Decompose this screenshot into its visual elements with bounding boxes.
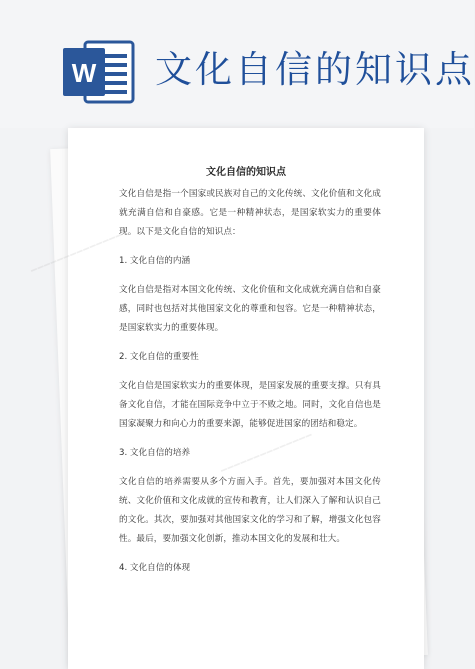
header-banner	[0, 0, 474, 128]
page-title: 文化自信的知识点	[155, 48, 475, 91]
paragraph: 文化自信是指对本国文化传统、文化价值和文化成就充满自信和自豪感，同时也包括对其他国家文化的尊重和包容。它是一种精神状态，是国家软实力的重要体现。	[119, 285, 381, 333]
document-title: 文化自信的知识点	[206, 167, 286, 178]
watermark: ━━━━━━━━━━━━━━	[29, 229, 125, 278]
section-heading: 4. 文化自信的体现	[119, 563, 191, 573]
document-page	[29, 128, 424, 669]
section-heading: 3. 文化自信的培养	[119, 448, 191, 458]
watermark: ━━━━━━━━━━━━━━	[219, 429, 315, 478]
section-heading: 1. 文化自信的内涵	[119, 256, 191, 266]
word-icon	[63, 40, 135, 104]
word-icon-letter: W	[71, 58, 97, 88]
paragraph-intro: 文化自信是指一个国家或民族对自己的文化传统、文化价值和文化成就充满自信和自豪感。它是一种精神状态，是国家软实力的重要体现。以下是文化自信的知识点：	[119, 189, 381, 237]
paragraph: 文化自信是国家软实力的重要体现，是国家发展的重要支撑。只有具备文化自信，才能在国际竞争中立于不败之地。同时，文化自信也是国家凝聚力和向心力的重要来源，能够促进国家的团结和稳定。	[119, 381, 381, 429]
document-body	[119, 185, 381, 588]
paragraph: 文化自信的培养需要从多个方面入手。首先，要加强对本国文化传统、文化价值和文化成就的宣传和教育，让人们深入了解和认识自己的文化。其次，要加强对其他国家文化的学习和了解，增强文化包容性。最后，要加强文化创新，推动本国文化的发展和壮大。	[119, 477, 381, 544]
section-heading: 2. 文化自信的重要性	[119, 352, 199, 362]
